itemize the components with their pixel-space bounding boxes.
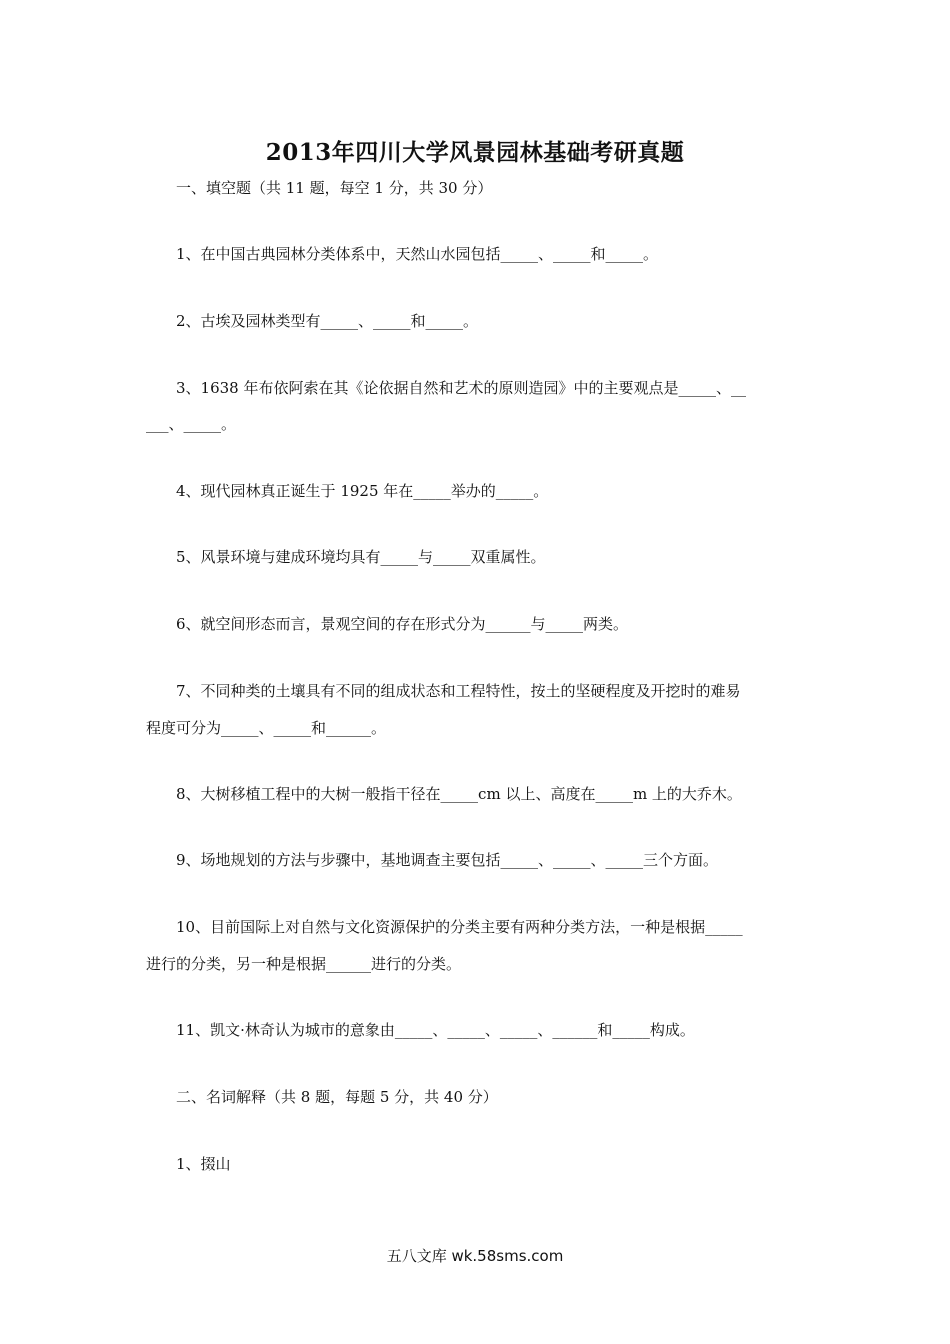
question-11: 11、凯文·林奇认为城市的意象由_____、_____、_____、______和_____构成。 — [176, 1021, 695, 1039]
question-7-line-1: 7、不同种类的土壤具有不同的组成状态和工程特性，按土的坚硬程度及开挖时的难易 — [176, 682, 741, 700]
section1-heading: 一、填空题（共 11 题，每空 1 分，共 30 分） — [176, 179, 493, 197]
term-1: 1、掇山 — [176, 1155, 231, 1173]
question-5: 5、风景环境与建成环境均具有_____与_____双重属性。 — [176, 548, 546, 566]
question-3-line-2: ___、_____。 — [146, 415, 237, 433]
question-6: 6、就空间形态而言，景观空间的存在形式分为______与_____两类。 — [176, 615, 629, 633]
footer-watermark: 五八文库 wk.58sms.com — [386, 1247, 564, 1265]
question-10-line-1: 10、目前国际上对自然与文化资源保护的分类主要有两种分类方法，一种是根据_____ — [176, 918, 743, 936]
question-1: 1、在中国古典园林分类体系中，天然山水园包括_____、_____和_____。 — [176, 245, 659, 263]
page-title: 2013年四川大学风景园林基础考研真题 — [265, 139, 685, 166]
question-9: 9、场地规划的方法与步骤中，基地调查主要包括_____、_____、_____三个方面。 — [176, 851, 719, 869]
question-10-line-2: 进行的分类，另一种是根据______进行的分类。 — [146, 955, 462, 973]
question-4: 4、现代园林真正诞生于 1925 年在_____举办的_____。 — [176, 482, 549, 500]
question-2: 2、古埃及园林类型有_____、_____和_____。 — [176, 312, 479, 330]
question-8: 8、大树移植工程中的大树一般指干径在_____cm 以上、高度在_____m 上的大乔木。 — [176, 785, 742, 803]
question-3-line-1: 3、1638 年布依阿索在其《论依据自然和艺术的原则造园》中的主要观点是_____、__ — [176, 379, 746, 397]
question-7-line-2: 程度可分为_____、_____和______。 — [146, 719, 387, 737]
section2-heading: 二、名词解释（共 8 题，每题 5 分，共 40 分） — [176, 1088, 498, 1106]
